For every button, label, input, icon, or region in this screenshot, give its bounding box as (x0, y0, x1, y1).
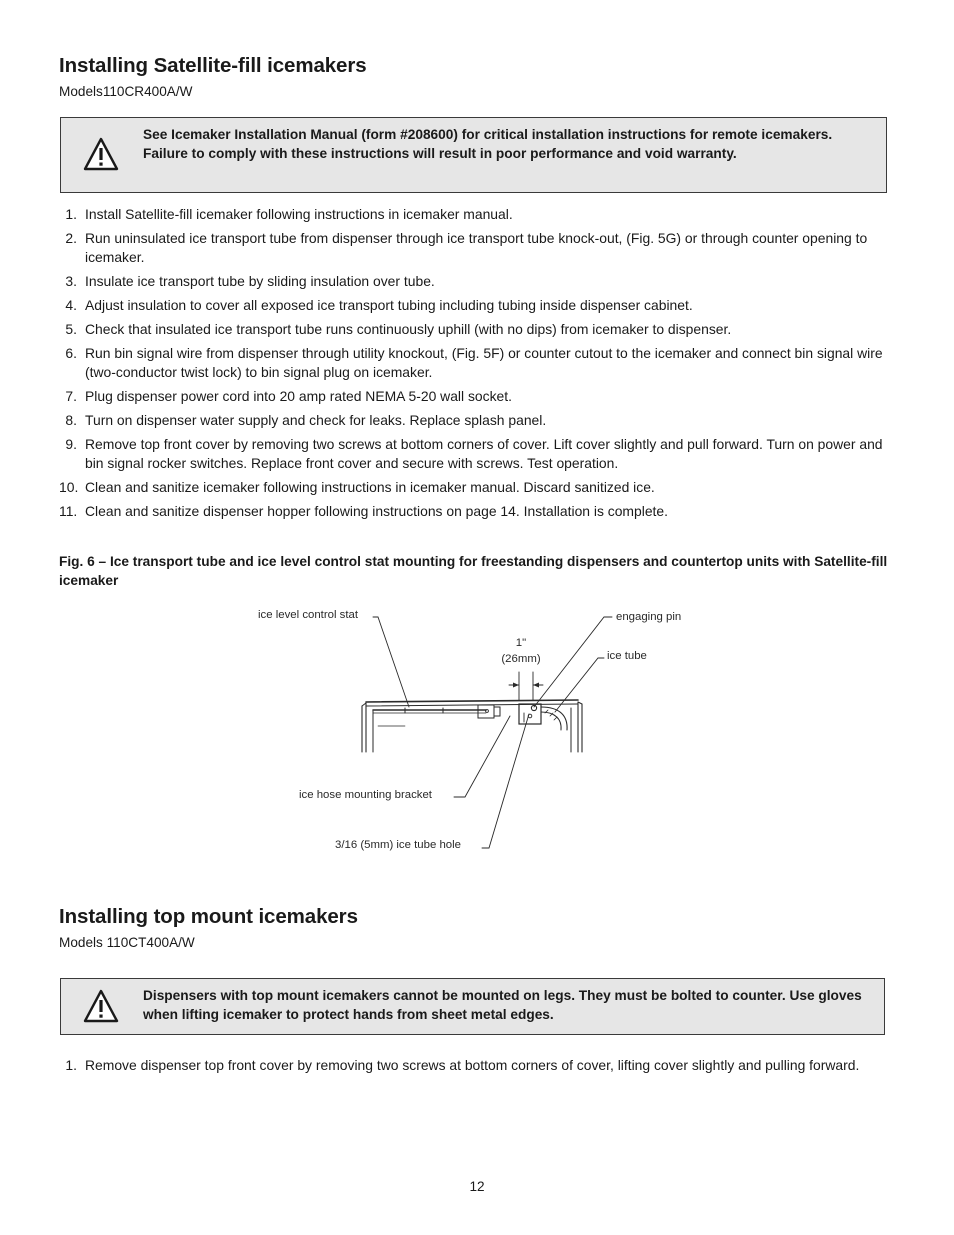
step-text: Insulate ice transport tube by sliding insulation over tube. (85, 273, 435, 289)
label-tube-hole: 3/16 (5mm) ice tube hole (335, 839, 461, 851)
warning-text-satellite: See Icemaker Installation Manual (form #208600) for critical installation instructions for remote icemakers. Failure to comply with these instructions will result in poor performance and void warranty. (143, 127, 833, 161)
leader-stat (373, 617, 409, 707)
step-text: Remove top front cover by removing two screws at bottom corners of cover. Lift cover slightly and pull forward. Turn on power and bin signal rocker switches. Replace front cover and secure with screws. Test operation. (85, 436, 883, 471)
warning-text-top-mount: Dispensers with top mount icemakers cannot be mounted on legs. They must be bolted to counter. Use gloves when lifting icemaker to protect hands from sheet metal edges. (143, 988, 862, 1022)
leader-bracket (454, 716, 510, 797)
page-number: 12 (469, 1179, 485, 1194)
lid-top-edge (366, 700, 578, 702)
step-number: 9. (65, 436, 77, 452)
step-number: 4. (65, 297, 77, 313)
step-number: 11. (59, 503, 78, 519)
label-dimension-in: 1" (515, 637, 527, 649)
step-number: 5. (65, 321, 77, 337)
step-text: Turn on dispenser water supply and check for leaks. Replace splash panel. (85, 412, 547, 428)
step-text: Plug dispenser power cord into 20 amp rated NEMA 5-20 wall socket. (85, 388, 512, 404)
step-text: Run bin signal wire from dispenser through utility knockout, (Fig. 5F) or counter cutout to the icemaker and connect bin signal wire (two-conductor twist lock) to bin signal plug on icemaker. (85, 345, 883, 380)
section-title-top-mount: Installing top mount icemakers (59, 905, 358, 928)
models-label-satellite: Models110CR400A/W (59, 84, 193, 99)
label-dimension-mm: (26mm) (501, 653, 541, 665)
step-number: 1. (65, 206, 77, 222)
step-number: 2. (65, 230, 77, 246)
step-text: Install Satellite-fill icemaker following instructions in icemaker manual. (85, 206, 513, 222)
step-text: Run uninsulated ice transport tube from dispenser through ice transport tube knock-out, (Fig. 5G) or through counter opening to icemaker. (85, 230, 868, 265)
ice-tube-arc-outer (541, 707, 567, 730)
leader-hole (482, 714, 529, 848)
label-bracket: ice hose mounting bracket (299, 789, 432, 801)
list-item (59, 1056, 897, 1075)
step-text: Check that insulated ice transport tube runs continuously uphill (with no dips) from icemaker to dispenser. (85, 321, 732, 337)
step-text: Clean and sanitize icemaker following instructions in icemaker manual. Discard sanitized ice. (85, 479, 655, 495)
step-text: Remove dispenser top front cover by removing two screws at bottom corners of cover, lifting cover slightly and pulling forward. (85, 1057, 860, 1073)
label-engaging-pin: engaging pin (616, 611, 682, 623)
step-number: 8. (65, 412, 77, 428)
label-stat: ice level control stat (258, 609, 359, 621)
step-text: Adjust insulation to cover all exposed ice transport tubing including tubing inside dispenser cabinet. (85, 297, 693, 313)
steps-list-top-mount (59, 1056, 897, 1075)
models-label-top-mount: Models 110CT400A/W (59, 935, 195, 950)
step-number: 1. (65, 1057, 77, 1073)
step-number: 10. (59, 479, 79, 495)
lid-bottom-edge (366, 704, 578, 706)
step-number: 7. (65, 388, 77, 404)
figure-caption: Fig. 6 – Ice transport tube and ice level control stat mounting for freestanding dispensers and countertop units with Satellite-fill icemaker (59, 554, 888, 588)
step-number: 3. (65, 273, 77, 289)
label-ice-tube: ice tube (607, 650, 647, 662)
step-text: Clean and sanitize dispenser hopper following instructions on page 14. Installation is complete. (85, 503, 668, 519)
warning-triangle-icon (83, 989, 119, 1023)
engaging-pin-shape (531, 705, 536, 710)
section-title-satellite: Installing Satellite-fill icemakers (59, 54, 367, 77)
step-number: 6. (65, 345, 77, 361)
warning-box-top-mount (60, 978, 885, 1035)
